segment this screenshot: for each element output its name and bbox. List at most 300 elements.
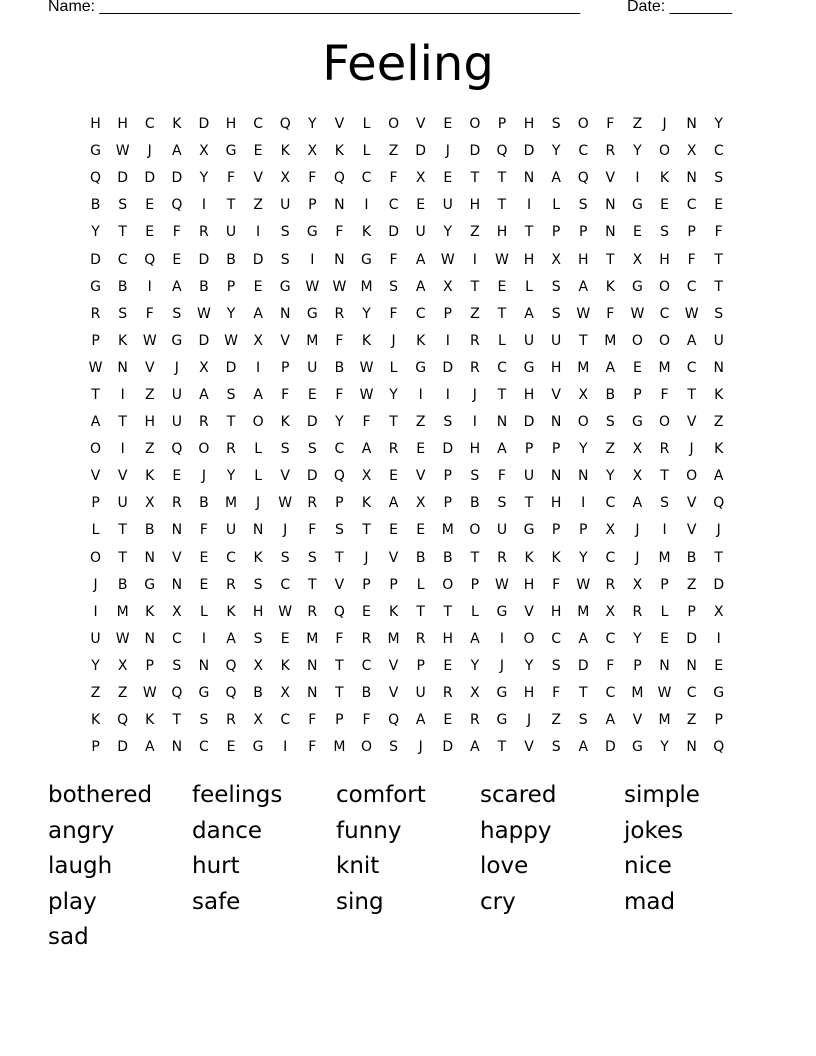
grid-letter: F [552, 685, 561, 702]
grid-letter: I [418, 386, 423, 403]
grid-letter: X [632, 576, 643, 593]
grid-letter: D [144, 170, 156, 187]
grid-letter: T [118, 549, 127, 566]
grid-letter: C [199, 739, 209, 756]
grid-letter: B [199, 495, 209, 512]
grid-letter: T [470, 278, 480, 295]
grid-letter: Y [91, 657, 100, 674]
grid-letter: P [551, 441, 561, 458]
grid-letter: P [91, 495, 100, 512]
grid-letter: R [199, 224, 209, 241]
grid-letter: V [415, 116, 426, 133]
grid-letter: K [253, 549, 263, 566]
grid-letter: O [659, 332, 671, 349]
grid-letter: O [631, 332, 643, 349]
grid-letter: K [145, 712, 155, 729]
grid-letter: F [606, 657, 615, 674]
grid-letter: O [523, 630, 535, 647]
grid-letter: K [280, 414, 290, 431]
grid-letter: Z [144, 386, 155, 403]
grid-letter: H [550, 359, 562, 376]
grid-letter: Z [253, 197, 263, 214]
grid-letter: A [686, 332, 697, 349]
page-title: Feeling [322, 36, 494, 92]
grid-letter: A [388, 495, 399, 512]
grid-letter: T [497, 170, 507, 187]
grid-letter: P [335, 495, 344, 512]
grid-letter: P [579, 522, 588, 539]
grid-letter: N [523, 170, 535, 187]
grid-letter: S [280, 441, 290, 458]
grid-letter: D [469, 143, 481, 160]
grid-letter: H [523, 576, 535, 593]
grid-letter: T [714, 278, 723, 295]
grid-letter: D [577, 657, 589, 674]
grid-letter: J [93, 576, 98, 593]
grid-letter: E [443, 170, 453, 187]
grid-letter: H [442, 630, 454, 647]
grid-letter: H [659, 251, 670, 268]
grid-letter: K [714, 386, 724, 403]
grid-letter: H [523, 116, 535, 133]
grid-letter: T [660, 468, 669, 485]
grid-letter: X [470, 685, 480, 702]
grid-letter: J [635, 549, 640, 566]
grid-letter: B [686, 549, 697, 566]
grid-row [82, 165, 734, 192]
grid-letter: F [308, 522, 317, 539]
grid-letter: E [632, 224, 642, 241]
grid-letter: P [308, 197, 317, 214]
grid-letter: W [440, 251, 455, 268]
grid-letter: M [441, 522, 454, 539]
grid-letter: F [552, 576, 561, 593]
grid-letter: I [201, 630, 206, 647]
grid-letter: C [144, 116, 155, 133]
grid-letter: K [605, 278, 615, 295]
grid-letter: E [497, 278, 507, 295]
grid-letter: T [443, 603, 453, 620]
grid-letter: M [604, 332, 617, 349]
word-bank-item: dance [192, 817, 263, 844]
grid-letter: S [660, 224, 669, 241]
grid-letter: K [145, 468, 155, 485]
grid-letter: C [605, 495, 616, 512]
grid-letter: E [416, 522, 426, 539]
grid-letter: A [144, 739, 155, 756]
grid-letter: G [306, 224, 318, 241]
grid-letter: V [388, 549, 399, 566]
grid-letter: Q [496, 143, 508, 160]
grid-row [82, 572, 734, 599]
grid-letter: Y [551, 143, 561, 160]
grid-letter: N [279, 305, 291, 322]
grid-letter: A [90, 414, 101, 431]
grid-letter: Y [660, 739, 669, 756]
grid-letter: E [714, 657, 724, 674]
grid-letter: T [470, 549, 480, 566]
grid-letter: P [362, 576, 371, 593]
grid-letter: M [577, 603, 590, 620]
grid-letter: X [144, 495, 155, 512]
grid-letter: K [361, 495, 372, 512]
grid-letter: K [334, 143, 344, 160]
grid-letter: R [469, 359, 480, 376]
grid-letter: H [469, 197, 481, 214]
grid-letter: E [362, 603, 371, 620]
grid-letter: Y [308, 116, 317, 133]
grid-letter: S [172, 657, 182, 674]
grid-letter: K [714, 441, 724, 458]
grid-letter: W [359, 386, 374, 403]
grid-letter: Z [388, 143, 399, 160]
grid-letter: G [631, 197, 643, 214]
grid-letter: Z [415, 414, 426, 431]
grid-letter: L [91, 522, 100, 539]
grid-letter: I [310, 251, 315, 268]
grid-letter: J [364, 549, 369, 566]
grid-letter: J [472, 386, 477, 403]
grid-letter: R [605, 576, 616, 593]
grid-row [82, 653, 734, 680]
word-bank-item: happy [480, 817, 552, 844]
grid-letter: X [361, 468, 372, 485]
grid-letter: R [469, 712, 480, 729]
grid-letter: U [523, 468, 535, 485]
grid-letter: B [144, 522, 155, 539]
grid-letter: N [713, 359, 724, 376]
grid-letter: B [117, 576, 128, 593]
word-bank-item: jokes [624, 817, 684, 844]
grid-letter: X [442, 278, 453, 295]
grid-letter: C [686, 685, 697, 702]
grid-letter: A [172, 278, 182, 295]
grid-letter: T [389, 414, 398, 431]
grid-letter: V [686, 495, 697, 512]
grid-letter: D [117, 170, 129, 187]
grid-letter: E [199, 576, 209, 593]
grid-letter: E [226, 739, 236, 756]
grid-letter: W [495, 576, 509, 593]
grid-letter: T [416, 603, 425, 620]
grid-letter: O [659, 278, 671, 295]
grid-row [82, 219, 734, 246]
grid-letter: B [361, 685, 372, 702]
grid-letter: R [226, 712, 236, 729]
grid-letter: A [632, 495, 643, 512]
grid-letter: C [253, 116, 263, 133]
grid-letter: R [659, 441, 670, 458]
grid-letter: X [686, 143, 697, 160]
grid-letter: P [416, 657, 425, 674]
word-bank-item: nice [624, 853, 672, 880]
grid-letter: P [443, 495, 452, 512]
grid-letter: Y [578, 549, 588, 566]
grid-row [82, 545, 734, 572]
grid-letter: T [335, 657, 344, 674]
grid-letter: G [496, 685, 508, 702]
grid-letter: Z [632, 116, 643, 133]
grid-letter: L [362, 143, 371, 160]
grid-letter: F [362, 414, 371, 431]
grid-letter: C [686, 278, 697, 295]
grid-letter: R [469, 332, 480, 349]
grid-letter: E [443, 657, 453, 674]
grid-letter: S [551, 739, 561, 756]
grid-letter: T [497, 386, 507, 403]
grid-letter: D [442, 739, 454, 756]
grid-letter: Z [90, 685, 101, 702]
grid-letter: S [551, 305, 561, 322]
grid-letter: F [308, 739, 317, 756]
grid-letter: I [445, 332, 450, 349]
grid-letter: R [605, 143, 616, 160]
grid-letter: Q [279, 116, 291, 133]
grid-letter: S [443, 414, 453, 431]
grid-letter: A [605, 712, 616, 729]
grid-letter: H [550, 495, 562, 512]
grid-letter: F [389, 251, 398, 268]
grid-letter: I [716, 630, 721, 647]
grid-letter: W [142, 685, 157, 702]
grid-letter: F [308, 712, 317, 729]
grid-letter: D [713, 576, 725, 593]
grid-letter: G [144, 576, 156, 593]
grid-letter: Y [335, 414, 344, 431]
grid-letter: F [335, 332, 344, 349]
grid-letter: I [147, 278, 152, 295]
grid-letter: P [91, 332, 100, 349]
grid-letter: N [686, 116, 697, 133]
grid-letter: O [442, 576, 454, 593]
grid-letter: X [280, 685, 290, 702]
grid-letter: K [524, 549, 534, 566]
grid-letter: G [279, 278, 291, 295]
grid-letter: G [496, 712, 508, 729]
grid-letter: L [525, 278, 533, 295]
grid-letter: Q [171, 441, 183, 458]
grid-letter: P [145, 657, 154, 674]
grid-letter: D [225, 359, 237, 376]
grid-letter: P [226, 278, 236, 295]
name-field-line: Name: ______________________________________________________ [48, 0, 581, 15]
grid-letter: H [90, 116, 101, 133]
grid-letter: Q [333, 468, 345, 485]
grid-letter: F [714, 224, 723, 241]
grid-letter: A [578, 278, 589, 295]
grid-letter: N [307, 685, 318, 702]
grid-letter: P [443, 305, 452, 322]
grid-letter: X [605, 522, 616, 539]
grid-letter: H [577, 251, 589, 268]
grid-letter: A [415, 712, 426, 729]
grid-letter: Q [333, 170, 345, 187]
grid-letter: K [280, 657, 290, 674]
grid-letter: Z [117, 685, 128, 702]
grid-letter: I [526, 197, 532, 214]
grid-letter: Y [226, 468, 236, 485]
grid-letter: T [578, 332, 588, 349]
grid-letter: X [199, 359, 209, 376]
grid-letter: X [713, 603, 724, 620]
grid-letter: K [416, 332, 426, 349]
word-bank-item: sing [336, 888, 384, 915]
grid-letter: T [714, 549, 723, 566]
word-bank-item: comfort [336, 782, 426, 808]
grid-letter: T [687, 386, 696, 403]
word-bank-item: knit [336, 853, 380, 880]
grid-letter: Y [226, 305, 236, 322]
grid-letter: Z [713, 414, 724, 431]
grid-letter: Z [470, 305, 480, 322]
grid-letter: G [631, 739, 643, 756]
grid-letter: E [443, 116, 453, 133]
grid-letter: W [142, 332, 157, 349]
grid-letter: Q [225, 685, 237, 702]
grid-letter: P [687, 603, 696, 620]
grid-letter: E [416, 197, 426, 214]
word-search-grid [82, 111, 734, 761]
grid-row [82, 409, 734, 436]
grid-letter: Q [144, 251, 156, 268]
grid-letter: C [361, 170, 372, 187]
grid-letter: D [306, 468, 318, 485]
grid-letter: X [253, 657, 263, 674]
grid-letter: W [495, 251, 509, 268]
grid-letter: H [225, 116, 237, 133]
grid-letter: D [198, 332, 210, 349]
grid-letter: I [256, 359, 261, 376]
grid-letter: V [117, 468, 128, 485]
grid-letter: U [523, 332, 535, 349]
grid-letter: U [551, 332, 562, 349]
grid-letter: J [201, 468, 206, 485]
grid-letter: U [415, 224, 426, 241]
grid-letter: E [172, 251, 182, 268]
grid-letter: I [635, 170, 640, 187]
grid-letter: N [686, 170, 697, 187]
grid-row [82, 301, 734, 328]
grid-letter: S [551, 116, 561, 133]
grid-letter: Y [389, 386, 398, 403]
grid-letter: A [524, 305, 534, 322]
grid-letter: W [332, 278, 347, 295]
grid-letter: R [226, 441, 236, 458]
grid-letter: Q [225, 657, 237, 674]
grid-row [82, 599, 734, 626]
grid-letter: N [171, 522, 183, 539]
grid-letter: N [144, 549, 155, 566]
grid-letter: C [226, 549, 236, 566]
grid-letter: T [497, 739, 507, 756]
grid-letter: J [499, 657, 505, 674]
grid-letter: W [684, 305, 699, 322]
grid-letter: M [306, 332, 319, 349]
grid-letter: B [199, 278, 209, 295]
grid-letter: H [523, 386, 535, 403]
grid-letter: O [90, 549, 102, 566]
grid-letter: R [226, 576, 236, 593]
grid-letter: Q [90, 170, 102, 187]
grid-letter: G [306, 305, 318, 322]
grid-letter: T [118, 522, 127, 539]
grid-letter: F [606, 305, 615, 322]
grid-letter: H [144, 414, 155, 431]
grid-letter: C [713, 143, 724, 160]
grid-letter: V [686, 522, 697, 539]
grid-letter: X [632, 468, 643, 485]
grid-letter: G [252, 739, 264, 756]
grid-letter: Y [362, 305, 371, 322]
grid-letter: P [579, 224, 588, 241]
grid-letter: K [388, 603, 399, 620]
grid-letter: W [278, 495, 293, 512]
grid-letter: D [415, 143, 427, 160]
grid-letter: G [361, 251, 372, 268]
grid-letter: D [442, 441, 454, 458]
word-bank [48, 779, 768, 957]
grid-letter: S [578, 712, 588, 729]
grid-letter: B [605, 386, 616, 403]
grid-letter: X [605, 603, 616, 620]
grid-letter: O [577, 116, 589, 133]
grid-letter: F [172, 224, 181, 241]
grid-letter: V [524, 739, 534, 756]
word-bank-item: feelings [192, 782, 283, 808]
grid-row [82, 734, 734, 761]
grid-letter: K [361, 332, 372, 349]
grid-letter: S [714, 305, 724, 322]
grid-letter: U [442, 197, 453, 214]
grid-letter: H [252, 603, 264, 620]
grid-letter: F [660, 386, 669, 403]
grid-letter: R [388, 441, 399, 458]
grid-letter: F [389, 170, 398, 187]
grid-letter: D [117, 739, 129, 756]
grid-letter: T [524, 224, 534, 241]
grid-letter: F [145, 305, 154, 322]
grid-letter: B [415, 549, 426, 566]
grid-row [82, 328, 734, 355]
grid-letter: S [334, 522, 344, 539]
grid-letter: U [90, 630, 101, 647]
grid-row [82, 246, 734, 273]
grid-letter: X [578, 386, 589, 403]
grid-letter: D [442, 359, 454, 376]
grid-letter: G [90, 278, 101, 295]
grid-letter: S [389, 739, 399, 756]
grid-letter: N [171, 739, 183, 756]
grid-letter: A [713, 468, 724, 485]
grid-letter: Y [443, 224, 453, 241]
grid-letter: F [335, 630, 344, 647]
grid-letter: F [606, 116, 615, 133]
grid-letter: L [362, 116, 371, 133]
grid-letter: S [253, 630, 263, 647]
grid-letter: J [689, 441, 694, 458]
grid-letter: U [171, 386, 182, 403]
grid-letter: O [198, 441, 210, 458]
grid-letter: B [253, 685, 263, 702]
word-bank-item: scared [480, 782, 557, 808]
grid-letter: V [280, 468, 290, 485]
grid-letter: E [145, 197, 155, 214]
grid-letter: M [306, 630, 319, 647]
grid-letter: M [333, 739, 346, 756]
grid-row [82, 138, 734, 165]
grid-letter: R [90, 305, 101, 322]
grid-letter: X [415, 170, 426, 187]
